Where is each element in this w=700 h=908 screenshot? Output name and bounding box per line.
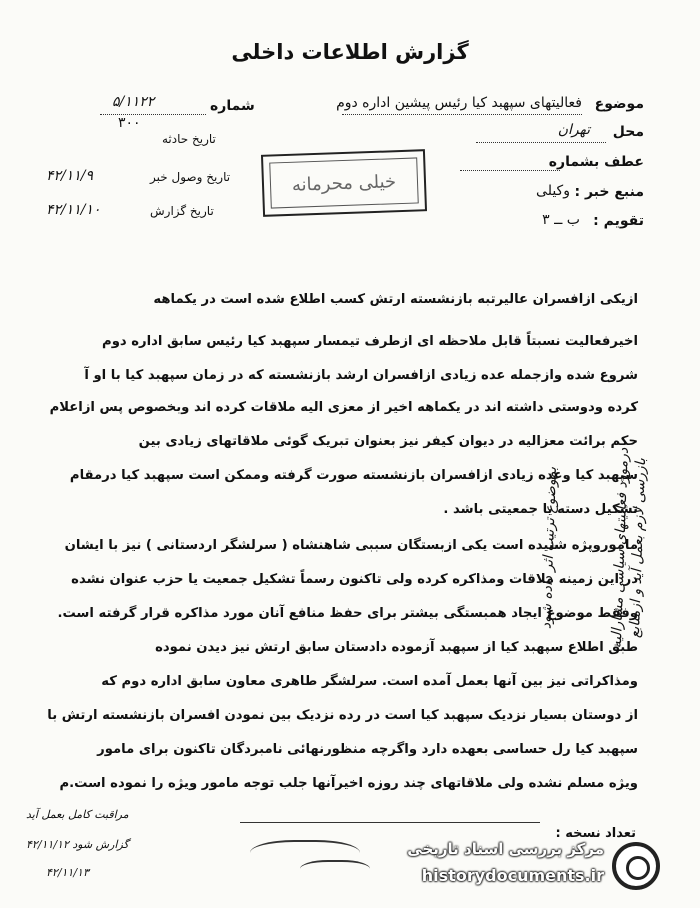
archive-name: مرکز بررسی اسناد تاریخی: [407, 840, 604, 858]
archive-logo-icon: [612, 842, 660, 890]
body-line: وفقط موضوع ایجاد همبستگی بیشتر برای حفظ منافع آنان مورد مذاکره قرار گرفته است.: [57, 606, 638, 621]
footer-note-line: مراقبت کامل بعمل آید: [26, 808, 129, 821]
margin-note: درمورد فعالیتهای سیاسی مشارالیه: [608, 447, 632, 649]
body-line: ومذاکراتی نیز بین آنها بعمل آمده است. سرلشگر طاهری معاون سابق اداره دوم که: [101, 674, 638, 689]
body-line: سپهبد کیا وعده زیادی ازافسران بازنشسته صورت گرفته وممکن است سپهبد کیا درمقام: [69, 468, 638, 483]
number-underline: [100, 114, 206, 115]
margin-note: بموضوع ترتیب اثر داده شود: [538, 466, 561, 630]
body-line: سپهبد کیا رل حساسی بعهده دارد واگرچه منظورنهائی نامبردگان تاکنون برای مامور: [97, 742, 638, 757]
footer-note-line: گزارش شود ۴۲/۱۱/۱۲: [26, 838, 129, 851]
body-line: از دوستان بسیار نزدیک سپهبد کیا است در رده نزدیک بین نمودن افسران بازنشسته ارتش با: [47, 708, 638, 723]
body-line: تشکیل دسته یا جمعیتی باشد .: [443, 502, 638, 517]
classification-stamp-text: خیلی محرمانه: [269, 157, 419, 208]
receipt-date-value: ۴۲/۱۱/۹: [46, 168, 94, 184]
body-line: شروع شده وازجمله عده زیادی ازافسران ارشد بازنشسته که در زمان سپهبد کیا با او آ: [84, 368, 638, 383]
report-date-label: تاریخ گزارش: [150, 204, 214, 218]
subject-label: موضوع: [594, 96, 644, 112]
footer-note-line: ۴۲/۱۱/۱۳: [46, 866, 89, 879]
number-label: شماره: [210, 98, 255, 114]
subject-underline: [342, 114, 582, 115]
body-line: اخیرفعالیت نسبتاً قابل ملاحظه ای ازطرف تیمسار سپهبد کیا رئیس سابق اداره دوم: [102, 334, 638, 349]
place-underline: [476, 142, 606, 143]
archive-watermark: [400, 836, 660, 896]
footer-rule: [240, 822, 540, 823]
event-date-label: تاریخ حادثه: [162, 132, 216, 146]
number-sub: ۳۰۰: [118, 115, 141, 131]
report-title: گزارش اطلاعات داخلی: [231, 40, 469, 64]
body-line: ویژه مسلم نشده ولی ملاقاتهای چند روزه اخیرآنها جلب توجه مامور ویژه را نموده است.م: [59, 776, 638, 791]
source-label: منبع خبر :: [574, 184, 644, 200]
reference-label: عطف بشماره: [548, 154, 644, 170]
body-line: در این زمینه ملاقات ومذاکره کرده ولی تاکنون رسماً تشکیل جمعیت یا حزب عنوان نشده: [71, 572, 638, 587]
body-line: طبق اطلاع سپهبد کیا از سپهبد آزموده دادستان سابق ارتش نیز دیدن نموده: [155, 640, 638, 655]
copies-label: تعداد نسخه :: [555, 826, 636, 841]
subject-value: فعالیتهای سپهبد کیا رئیس پیشین اداره دوم: [336, 95, 582, 111]
place-label: محل: [612, 124, 644, 140]
place-value: تهران: [557, 122, 590, 138]
source-value: وکیلی: [536, 183, 570, 199]
archive-url: historydocuments.ir: [421, 866, 604, 885]
classification-stamp: [261, 149, 427, 217]
rating-value: ب ــ ۳: [542, 212, 580, 228]
number-value: ۵/۱۱۲۲: [112, 94, 155, 110]
receipt-date-label: تاریخ وصول خبر: [150, 170, 231, 184]
report-date-value: ۴۲/۱۱/۱۰: [46, 202, 101, 218]
reference-underline: [460, 170, 560, 171]
body-line: ازیکی ازافسران عالیرتبه بازنشسته ارتش کسب اطلاع شده است در یکماهه: [153, 292, 638, 307]
rating-label: تقویم :: [593, 213, 644, 229]
signature-scrawl: [300, 860, 370, 882]
margin-note: بازرسی لازم بعمل آید و ازمنابع: [626, 457, 650, 639]
body-line: ماموروپژه شنیده است یکی ازبستگان سببی شاهنشاه ( سرلشگر اردستانی ) نیز با ایشان: [64, 538, 638, 553]
body-line: کرده ودوستی داشته اند در یکماهه اخیر از معزی الیه ملاقات کرده اند وبخصوص پس ازاعلام: [49, 400, 638, 415]
body-line: حکم برائت معزالیه در دیوان کیفر نیز بعنوان تبریک گوئی ملاقاتهای زیادی بین: [138, 434, 638, 449]
